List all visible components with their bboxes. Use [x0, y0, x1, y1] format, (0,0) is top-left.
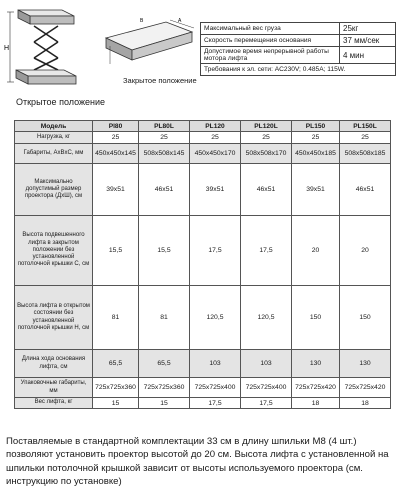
table-cell: 725x725x360 [93, 378, 139, 398]
spec-table [200, 22, 396, 76]
table-cell: 46x51 [241, 164, 292, 216]
table-cell: 18 [292, 398, 340, 409]
table-cell: 81 [93, 286, 139, 350]
table-row [15, 350, 391, 378]
table-cell: 39x51 [292, 164, 340, 216]
table-cell: 103 [241, 350, 292, 378]
table-cell: 725x725x400 [241, 378, 292, 398]
table-cell: 65,5 [139, 350, 190, 378]
spec-row [201, 64, 396, 76]
spec-value: 37 мм/сек [340, 35, 396, 47]
installation-note: Поставляемые в стандартной комплектации 33 см в длину шпильки М8 (4 шт.) позволяют установить проектор высотой до 20 см. Высота лифта с установленной на шпильки потолочной крышкой зависит от высоты используемого проектора (см. инструкцию по установке) [6, 436, 389, 488]
table-cell: 25 [241, 132, 292, 144]
spec-label: Скорость перемещения основания [201, 35, 340, 47]
table-row [15, 132, 391, 144]
column-header: PL150 [292, 121, 340, 132]
caption-open-position: Открытое положение [16, 97, 106, 107]
dimension-marker-a: A [178, 18, 182, 24]
column-header: PL80L [139, 121, 190, 132]
table-cell: 120,5 [241, 286, 292, 350]
table-cell: 150 [292, 286, 340, 350]
table-cell: 81 [139, 286, 190, 350]
table-cell: 508x508x170 [241, 144, 292, 164]
table-cell: 120,5 [190, 286, 241, 350]
column-header: Модель [15, 121, 93, 132]
table-row [15, 286, 391, 350]
height-marker-label: H [4, 45, 10, 52]
row-label: Нагрузка, кг [15, 132, 93, 144]
spec-value: 25кг [340, 23, 396, 35]
table-header-row [15, 121, 391, 132]
table-cell: 25 [93, 132, 139, 144]
spec-row [201, 35, 396, 47]
table-cell: 17,5 [190, 216, 241, 286]
table-cell: 15,5 [93, 216, 139, 286]
row-label: Длина хода основания лифта, см [15, 350, 93, 378]
table-cell: 20 [292, 216, 340, 286]
table-cell: 46x51 [340, 164, 391, 216]
table-cell: 15 [139, 398, 190, 409]
column-header: Pl80 [93, 121, 139, 132]
table-cell: 450x450x170 [190, 144, 241, 164]
models-table [14, 120, 391, 409]
table-row [15, 378, 391, 398]
column-header: PL150L [340, 121, 391, 132]
column-header: PL120 [190, 121, 241, 132]
table-cell: 103 [190, 350, 241, 378]
table-cell: 15,5 [139, 216, 190, 286]
table-cell: 25 [139, 132, 190, 144]
lift-open-illustration [4, 6, 82, 88]
table-cell: 18 [340, 398, 391, 409]
spec-row [201, 47, 396, 64]
table-row [15, 216, 391, 286]
table-cell: 725x725x420 [340, 378, 391, 398]
spec-value: 4 мин [340, 47, 396, 64]
table-cell: 25 [292, 132, 340, 144]
table-cell: 450x450x145 [93, 144, 139, 164]
spec-row [201, 23, 396, 35]
table-cell: 25 [340, 132, 391, 144]
table-cell: 15 [93, 398, 139, 409]
table-cell: 17,5 [241, 216, 292, 286]
table-row [15, 164, 391, 216]
table-cell: 725x725x420 [292, 378, 340, 398]
table-cell: 130 [340, 350, 391, 378]
table-row [15, 144, 391, 164]
table-cell: 20 [340, 216, 391, 286]
table-cell: 508x508x145 [139, 144, 190, 164]
table-cell: 450x450x185 [292, 144, 340, 164]
row-label: Высота подвешенного лифта в закрытом положении без установленной потолочной крышки C, см [15, 216, 93, 286]
table-cell: 725x725x400 [190, 378, 241, 398]
table-cell: 508x508x185 [340, 144, 391, 164]
column-header: PL120L [241, 121, 292, 132]
table-cell: 17,5 [241, 398, 292, 409]
table-cell: 46x51 [139, 164, 190, 216]
table-cell: 65,5 [93, 350, 139, 378]
table-cell: 725x725x360 [139, 378, 190, 398]
row-label: Упаковочные габариты, мм [15, 378, 93, 398]
table-row [15, 398, 391, 409]
table-cell: 150 [340, 286, 391, 350]
lift-closed-illustration [100, 16, 196, 72]
spec-power-requirements: Требования к эл. сети: AC230V; 0.485A; 115W. [201, 64, 396, 76]
table-cell: 130 [292, 350, 340, 378]
table-cell: 39x51 [93, 164, 139, 216]
spec-label: Допустимое время непрерывной работы мотора лифта [201, 47, 340, 64]
row-label: Максимально допустимый размер проектора (ДxШ), см [15, 164, 93, 216]
table-cell: 39x51 [190, 164, 241, 216]
row-label: Габариты, AxBxC, мм [15, 144, 93, 164]
caption-closed-position: Закрытое положение [123, 76, 197, 85]
dimension-marker-b: B [140, 18, 144, 24]
row-label: Вес лифта, кг [15, 398, 93, 409]
spec-label: Максимальный вес груза [201, 23, 340, 35]
table-cell: 25 [190, 132, 241, 144]
table-cell: 17,5 [190, 398, 241, 409]
row-label: Высота лифта в открытом состоянии без установленной потолочной крышки H, см [15, 286, 93, 350]
